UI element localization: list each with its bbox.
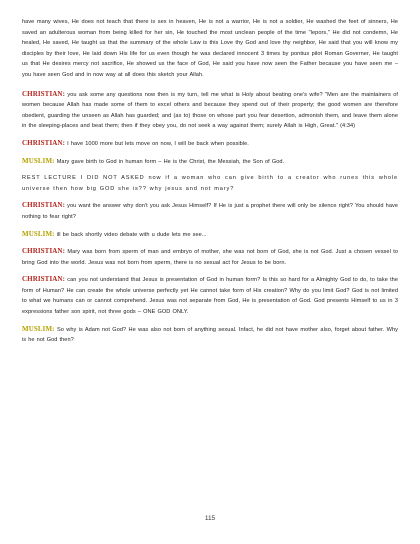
paragraph-text: you want the answer why don't you ask Jesus Himself? If He is just a prophet there will only be silence right? You should have nothing to fear right? [22, 203, 398, 220]
speaker-label-christian: CHRISTIAN: [22, 201, 66, 210]
speaker-label-muslim: MUSLIM: [22, 324, 55, 333]
paragraph-text: I have 1000 more but lets move on now, I will be back when possible. [65, 140, 249, 147]
paragraph-rest-lecture [22, 173, 398, 194]
paragraph-text: So why is Adam not God? He was also not born of anything sexual. Infact, he did not have mother also, forget about father. Why is he not God then? [22, 326, 398, 344]
page-number: 115 [204, 515, 216, 522]
paragraph-text: Mary gave birth to God in human form – He is the Christ, the Messiah, the Son of God. [54, 158, 285, 165]
paragraph-text: Mary was born from sperm of man and embryo of mother, she was not born of God, she is not God. Just a chosen vessel to bring God into the world. Jesus was not born from sperm, there is no sexual act for Jesus to be born. [22, 249, 398, 266]
speaker-label-christian: CHRISTIAN: [22, 89, 66, 98]
paragraph-christian-move-on [22, 138, 398, 150]
paragraph-christian-ask-jesus [22, 200, 398, 222]
paragraph-christian-mary-born [22, 246, 398, 268]
paragraph-muslim-mary [22, 156, 398, 168]
speaker-label-muslim: MUSLIM: [22, 229, 55, 238]
speaker-label-christian: CHRISTIAN: [22, 247, 66, 256]
paragraph-text: ill be back shortly video debate with u dude lets me see... [54, 231, 207, 238]
paragraph-continuation [22, 17, 398, 81]
paragraph-text: can you not understand that Jesus is presentation of God in human form? Is this so hard for a Almighty God to do, to take the form of Human? He can create the whole universe perfectly yet He cannot take form of His creation? Why do you limit God? God is not limited to what we humans can or cannot comprehend. Jesus was not separate from God, He is presentation of God. God presents Himself to us in 3 expressions father son spirit, not three gods – ONE GOD ONLY. [22, 277, 398, 316]
paragraph-text: have many wives, He does not teach that there is sex in heaven, He is not a warrior, He is not a soldier, He washed the feet of sinners, He saved an adulterous woman from being killed for her sin, He touched the most unclean people of the time "lepors," He did not condemn, He healed, He saved, He taught us that the summary of the whole Law is this Love thy God and love thy neighbor, He said that you will know my disciples by their love, He laid down His life for us even though he was declared innocent 3 times by pontius pilot Roman Governer, He taught us that He desires mercy not sacrifice, He showed us the face of God, He said you have now seen the Father because you have seen me – you have seen God and in now way at all does this sketch your Allah. [22, 19, 398, 78]
paragraph-christian-human-form [22, 274, 398, 317]
paragraph-text: you ask some any questions now then is my turn, tell me what is Holy about beating one's wife? "Men are the maintainers of women because Allah has made some of them to excel others and because they spend out of their property; the good women are therefore obedient, guarding the unseen as Allah has guarded; and (as to) those on whose part you fear desertion, admonish them, and leave them alone in the sleeping-places and beat them; then if they obey you, do not seek a way against them; surely Allah is High, Great." (4:34) [22, 91, 398, 130]
paragraph-christian-wife-question [22, 89, 398, 132]
paragraph-muslim-video-debate [22, 229, 398, 241]
paragraph-text: REST LECTURE I DID NOT ASKED now if a woman who can give birth to a creator who runes this whole universe then how big GOD she is?? why jesus and not mary? [22, 175, 398, 192]
speaker-label-christian: CHRISTIAN: [22, 275, 66, 284]
speaker-label-muslim: MUSLIM: [22, 156, 55, 165]
speaker-label-christian: CHRISTIAN: [22, 138, 66, 147]
paragraph-muslim-adam [22, 324, 398, 346]
